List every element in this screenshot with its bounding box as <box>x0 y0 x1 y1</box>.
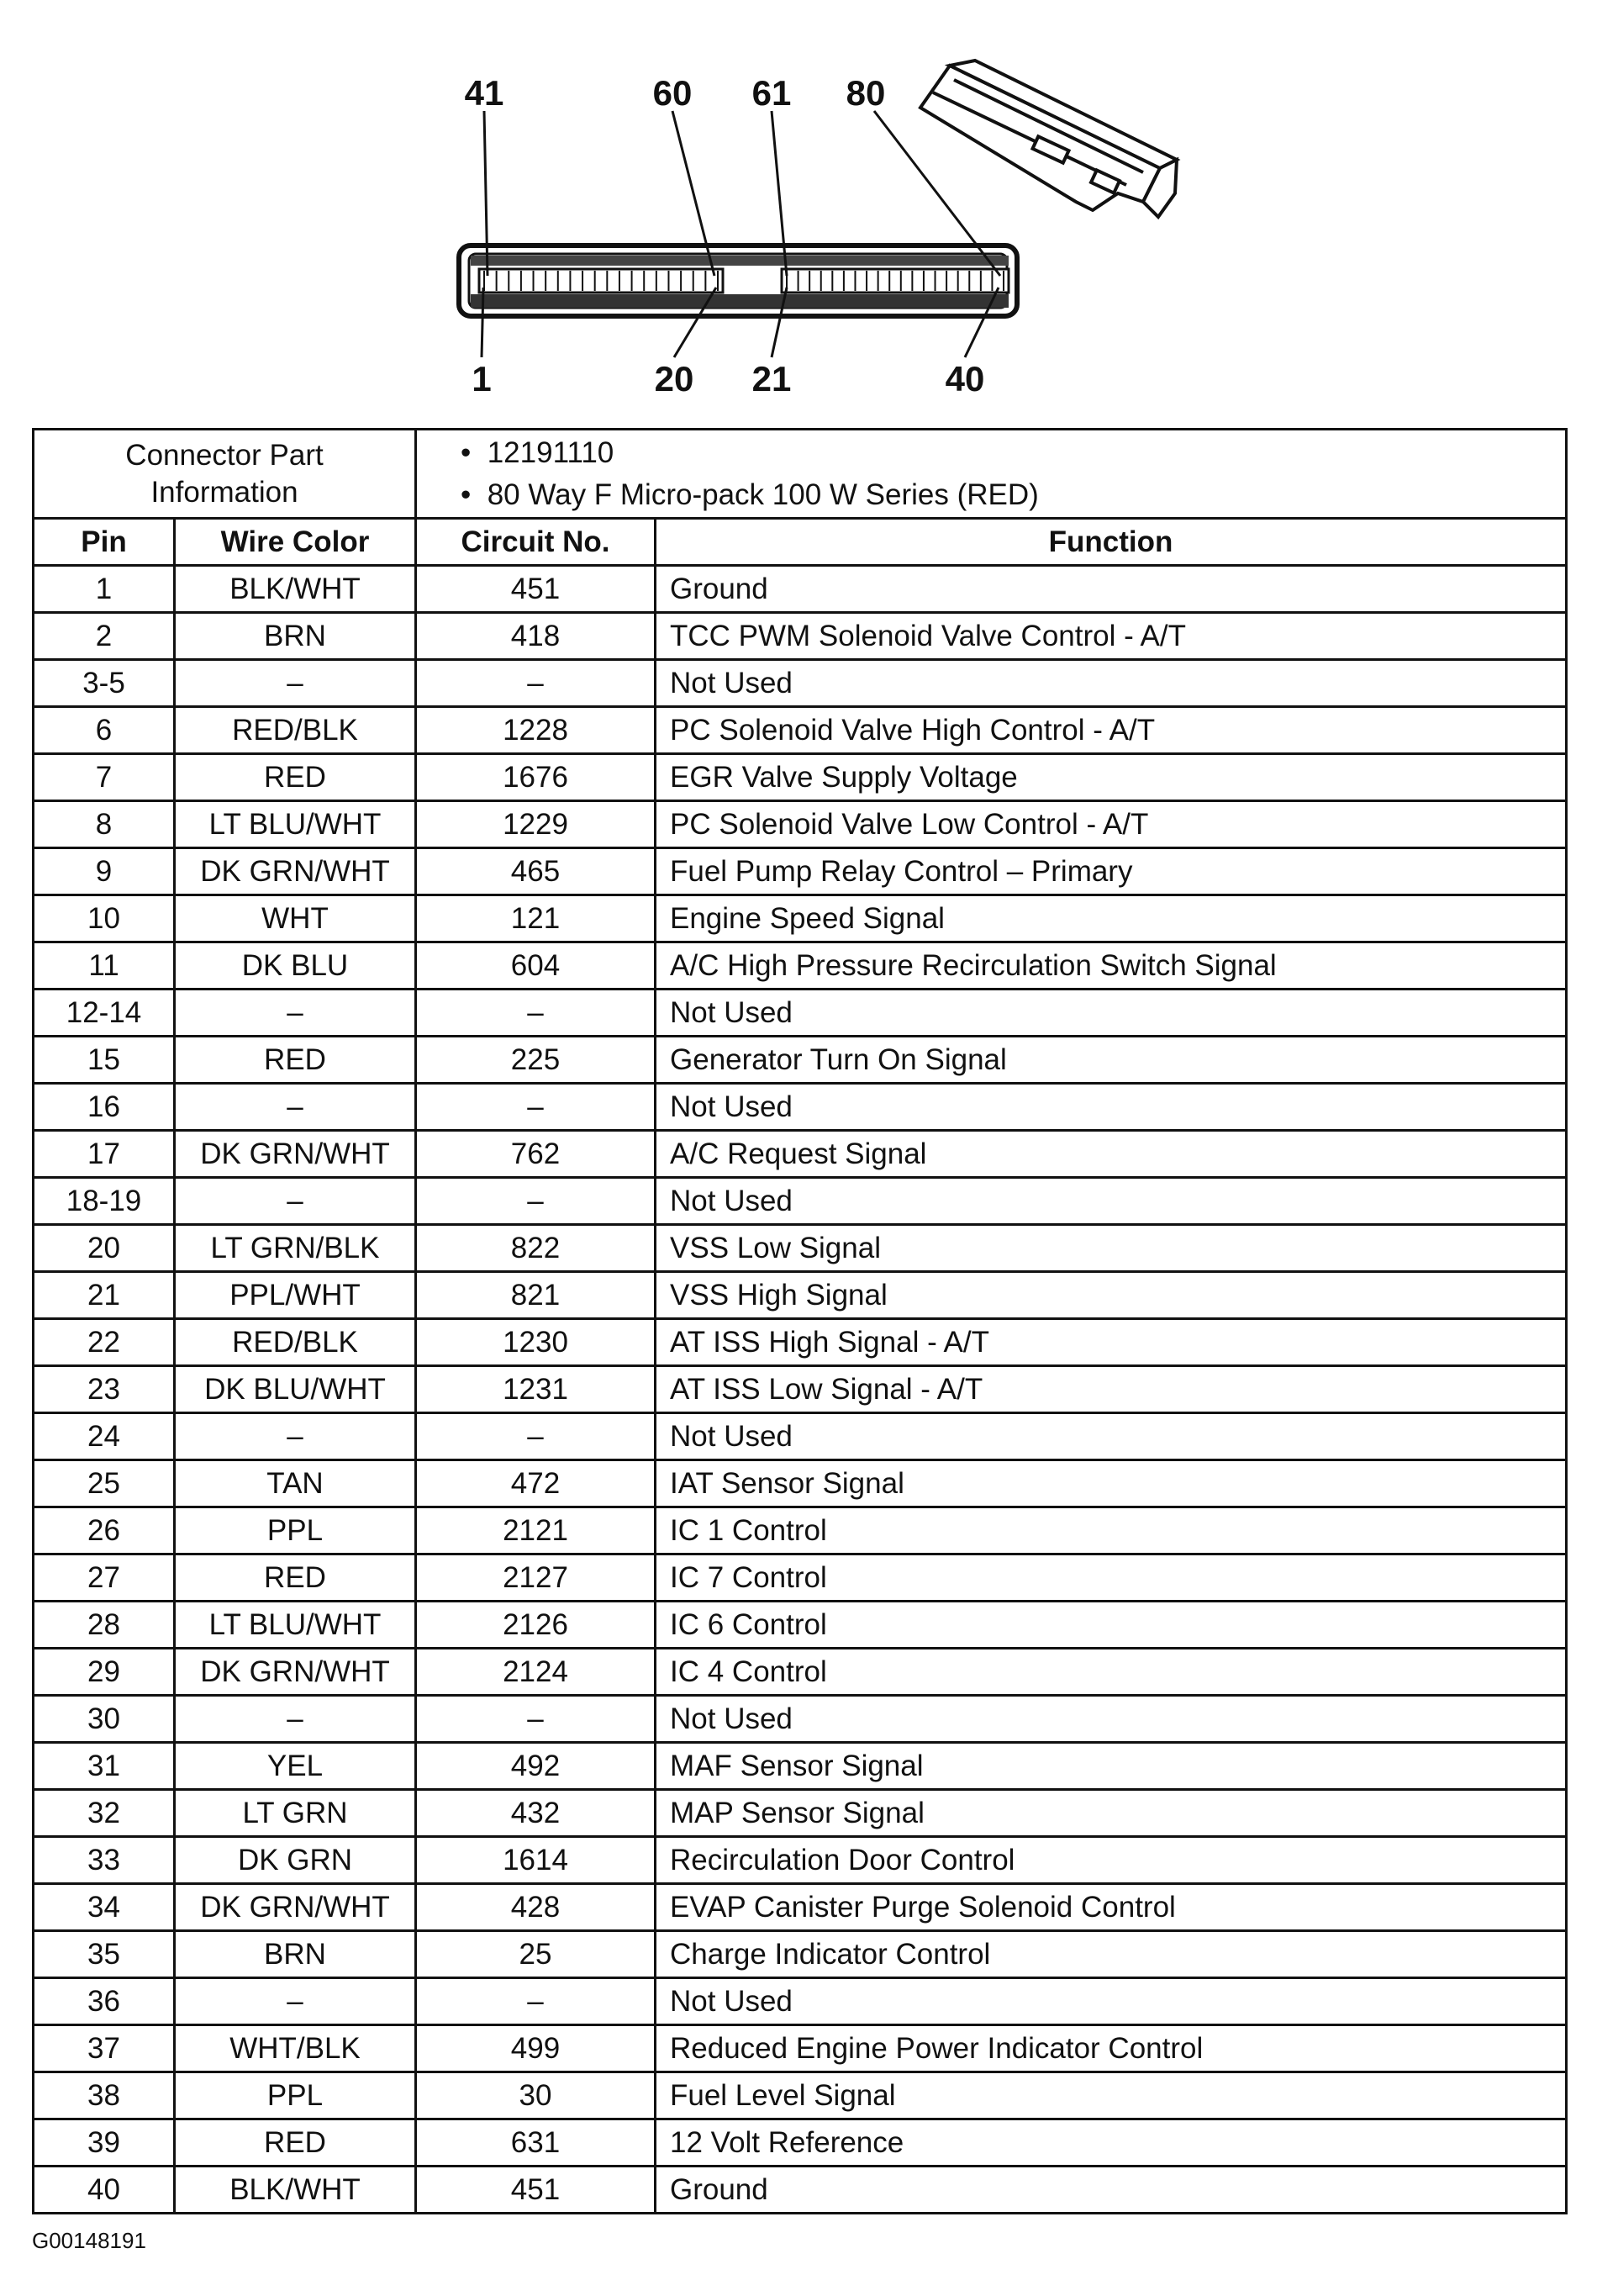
table-row <box>34 1366 1567 1413</box>
circuit-cell: 821 <box>416 1272 656 1319</box>
circuit-cell: 1230 <box>416 1319 656 1366</box>
wire-color-cell: RED <box>175 1554 416 1602</box>
table-row <box>34 1696 1567 1743</box>
pin-cell: 16 <box>34 1084 175 1131</box>
pin-cell: 25 <box>34 1460 175 1507</box>
pin-cell: 28 <box>34 1602 175 1649</box>
function-cell: MAP Sensor Signal <box>656 1790 1567 1837</box>
pin-label-1: 1 <box>472 359 492 399</box>
wire-color-cell: – <box>175 1178 416 1225</box>
table-row <box>34 660 1567 707</box>
pin-cell: 30 <box>34 1696 175 1743</box>
figure-id: G00148191 <box>32 2228 146 2253</box>
table-row <box>34 895 1567 942</box>
connector-info-label-line2: Information <box>150 475 298 509</box>
function-cell: Fuel Level Signal <box>656 2072 1567 2119</box>
wire-color-cell: DK GRN/WHT <box>175 1131 416 1178</box>
connector-info-values <box>416 430 1567 519</box>
pin-cell: 35 <box>34 1931 175 1978</box>
table-row <box>34 1178 1567 1225</box>
wire-color-cell: RED <box>175 1037 416 1084</box>
function-cell: AT ISS High Signal - A/T <box>656 1319 1567 1366</box>
function-cell: IC 4 Control <box>656 1649 1567 1696</box>
function-cell: Ground <box>656 2167 1567 2214</box>
function-cell: Not Used <box>656 660 1567 707</box>
wire-color-cell: LT BLU/WHT <box>175 1602 416 1649</box>
circuit-cell: 1676 <box>416 754 656 801</box>
pin-cell: 36 <box>34 1978 175 2025</box>
pin-cell: 12-14 <box>34 990 175 1037</box>
wire-color-cell: PPL/WHT <box>175 1272 416 1319</box>
function-cell: Ground <box>656 566 1567 613</box>
table-row <box>34 1084 1567 1131</box>
function-cell: A/C High Pressure Recirculation Switch Signal <box>656 942 1567 990</box>
circuit-cell: – <box>416 1178 656 1225</box>
circuit-cell: 432 <box>416 1790 656 1837</box>
circuit-cell: 418 <box>416 613 656 660</box>
wire-color-cell: WHT/BLK <box>175 2025 416 2072</box>
circuit-cell: 1231 <box>416 1366 656 1413</box>
circuit-cell: 1228 <box>416 707 656 754</box>
connector-3d-icon <box>920 61 1177 217</box>
pin-cell: 34 <box>34 1884 175 1931</box>
function-cell: VSS Low Signal <box>656 1225 1567 1272</box>
table-row <box>34 1131 1567 1178</box>
pin-cell: 27 <box>34 1554 175 1602</box>
circuit-cell: 631 <box>416 2119 656 2167</box>
table-row <box>34 1884 1567 1931</box>
function-cell: PC Solenoid Valve Low Control - A/T <box>656 801 1567 848</box>
function-cell: Not Used <box>656 1696 1567 1743</box>
wire-color-cell: RED/BLK <box>175 1319 416 1366</box>
pin-cell: 17 <box>34 1131 175 1178</box>
function-cell: IAT Sensor Signal <box>656 1460 1567 1507</box>
pin-cell: 22 <box>34 1319 175 1366</box>
table-row <box>34 1649 1567 1696</box>
circuit-cell: 499 <box>416 2025 656 2072</box>
pin-label-21: 21 <box>751 359 792 399</box>
pin-label-20: 20 <box>654 359 694 399</box>
table-row <box>34 566 1567 613</box>
wire-color-cell: RED <box>175 754 416 801</box>
wire-color-cell: – <box>175 1084 416 1131</box>
function-cell: Not Used <box>656 1178 1567 1225</box>
function-cell: IC 7 Control <box>656 1554 1567 1602</box>
pin-cell: 20 <box>34 1225 175 1272</box>
connector-info-label <box>34 430 416 519</box>
circuit-cell: 604 <box>416 942 656 990</box>
circuit-cell: 451 <box>416 2167 656 2214</box>
table-row <box>34 1837 1567 1884</box>
table-row <box>34 2025 1567 2072</box>
table-row <box>34 707 1567 754</box>
table-row <box>34 613 1567 660</box>
connector-info-row <box>34 430 1567 519</box>
function-cell: A/C Request Signal <box>656 1131 1567 1178</box>
pin-cell: 26 <box>34 1507 175 1554</box>
circuit-cell: – <box>416 1978 656 2025</box>
pin-label-40: 40 <box>945 359 985 399</box>
pin-cell: 21 <box>34 1272 175 1319</box>
circuit-cell: – <box>416 1413 656 1460</box>
connector-part-number <box>461 432 1565 474</box>
circuit-cell: – <box>416 1084 656 1131</box>
function-cell: Not Used <box>656 1084 1567 1131</box>
pin-cell: 23 <box>34 1366 175 1413</box>
wire-color-cell: DK GRN/WHT <box>175 1884 416 1931</box>
table-row <box>34 1931 1567 1978</box>
connector-info-label-line1: Connector Part <box>125 438 324 472</box>
circuit-cell: 465 <box>416 848 656 895</box>
pin-cell: 37 <box>34 2025 175 2072</box>
wire-color-cell: BLK/WHT <box>175 2167 416 2214</box>
table-header-row <box>34 519 1567 566</box>
circuit-cell: 2126 <box>416 1602 656 1649</box>
circuit-cell: 2121 <box>416 1507 656 1554</box>
wire-color-cell: TAN <box>175 1460 416 1507</box>
pin-label-61: 61 <box>751 73 792 113</box>
wire-color-cell: WHT <box>175 895 416 942</box>
wire-color-cell: DK GRN/WHT <box>175 848 416 895</box>
wire-color-cell: RED <box>175 2119 416 2167</box>
table-row <box>34 1272 1567 1319</box>
bullet-icon: • <box>461 478 472 511</box>
function-cell: Charge Indicator Control <box>656 1931 1567 1978</box>
pin-label-60: 60 <box>652 73 693 113</box>
pin-cell: 33 <box>34 1837 175 1884</box>
wire-color-cell: DK BLU <box>175 942 416 990</box>
pin-cell: 24 <box>34 1413 175 1460</box>
wire-color-cell: PPL <box>175 1507 416 1554</box>
wire-color-cell: – <box>175 1696 416 1743</box>
table-row <box>34 2167 1567 2214</box>
pin-cell: 29 <box>34 1649 175 1696</box>
header-wire-color: Wire Color <box>175 519 416 566</box>
description-text: 80 Way F Micro-pack 100 W Series (RED) <box>487 478 1039 511</box>
function-cell: Engine Speed Signal <box>656 895 1567 942</box>
pin-cell: 11 <box>34 942 175 990</box>
table-row <box>34 2072 1567 2119</box>
pin-cell: 32 <box>34 1790 175 1837</box>
function-cell: Fuel Pump Relay Control – Primary <box>656 848 1567 895</box>
table-row <box>34 848 1567 895</box>
wire-color-cell: – <box>175 990 416 1037</box>
pin-label-80: 80 <box>846 73 886 113</box>
wire-color-cell: – <box>175 1413 416 1460</box>
wire-color-cell: – <box>175 1978 416 2025</box>
circuit-cell: 2127 <box>416 1554 656 1602</box>
wire-color-cell: RED/BLK <box>175 707 416 754</box>
pin-cell: 3-5 <box>34 660 175 707</box>
function-cell: Not Used <box>656 990 1567 1037</box>
pin-cell: 40 <box>34 2167 175 2214</box>
table-row <box>34 1978 1567 2025</box>
circuit-cell: 225 <box>416 1037 656 1084</box>
header-circuit-no: Circuit No. <box>416 519 656 566</box>
connector-diagram <box>0 0 1597 420</box>
table-row <box>34 1602 1567 1649</box>
table-row <box>34 2119 1567 2167</box>
table-row <box>34 1225 1567 1272</box>
table-row <box>34 942 1567 990</box>
circuit-cell: 2124 <box>416 1649 656 1696</box>
wire-color-cell: LT BLU/WHT <box>175 801 416 848</box>
table-row <box>34 801 1567 848</box>
circuit-cell: 428 <box>416 1884 656 1931</box>
pin-cell: 6 <box>34 707 175 754</box>
circuit-cell: – <box>416 990 656 1037</box>
leader-lines <box>482 111 1000 357</box>
wire-color-cell: LT GRN/BLK <box>175 1225 416 1272</box>
part-number-text: 12191110 <box>487 435 614 469</box>
header-function: Function <box>656 519 1567 566</box>
header-pin: Pin <box>34 519 175 566</box>
table-row <box>34 1319 1567 1366</box>
circuit-cell: – <box>416 1696 656 1743</box>
pin-label-41: 41 <box>464 73 504 113</box>
function-cell: TCC PWM Solenoid Valve Control - A/T <box>656 613 1567 660</box>
table-row <box>34 1743 1567 1790</box>
table-row <box>34 1460 1567 1507</box>
wire-color-cell: – <box>175 660 416 707</box>
wire-color-cell: DK GRN <box>175 1837 416 1884</box>
circuit-cell: 25 <box>416 1931 656 1978</box>
function-cell: Reduced Engine Power Indicator Control <box>656 2025 1567 2072</box>
circuit-cell: 762 <box>416 1131 656 1178</box>
table-row <box>34 1790 1567 1837</box>
pin-cell: 39 <box>34 2119 175 2167</box>
table-row <box>34 1507 1567 1554</box>
table-row <box>34 754 1567 801</box>
circuit-cell: 1229 <box>416 801 656 848</box>
circuit-cell: 1614 <box>416 1837 656 1884</box>
wire-color-cell: BLK/WHT <box>175 566 416 613</box>
connector-description <box>461 474 1565 516</box>
pin-cell: 7 <box>34 754 175 801</box>
circuit-cell: 492 <box>416 1743 656 1790</box>
function-cell: VSS High Signal <box>656 1272 1567 1319</box>
pin-cell: 1 <box>34 566 175 613</box>
table-row <box>34 1413 1567 1460</box>
wire-color-cell: DK GRN/WHT <box>175 1649 416 1696</box>
function-cell: Not Used <box>656 1413 1567 1460</box>
circuit-cell: 121 <box>416 895 656 942</box>
pin-cell: 31 <box>34 1743 175 1790</box>
function-cell: Generator Turn On Signal <box>656 1037 1567 1084</box>
function-cell: Recirculation Door Control <box>656 1837 1567 1884</box>
pin-cell: 18-19 <box>34 1178 175 1225</box>
function-cell: 12 Volt Reference <box>656 2119 1567 2167</box>
circuit-cell: 822 <box>416 1225 656 1272</box>
function-cell: MAF Sensor Signal <box>656 1743 1567 1790</box>
wire-color-cell: YEL <box>175 1743 416 1790</box>
pin-cell: 8 <box>34 801 175 848</box>
wire-color-cell: LT GRN <box>175 1790 416 1837</box>
wire-color-cell: PPL <box>175 2072 416 2119</box>
circuit-cell: 30 <box>416 2072 656 2119</box>
function-cell: EGR Valve Supply Voltage <box>656 754 1567 801</box>
function-cell: Not Used <box>656 1978 1567 2025</box>
function-cell: EVAP Canister Purge Solenoid Control <box>656 1884 1567 1931</box>
table-row <box>34 1037 1567 1084</box>
wire-color-cell: BRN <box>175 613 416 660</box>
pin-cell: 38 <box>34 2072 175 2119</box>
circuit-cell: 451 <box>416 566 656 613</box>
pin-cell: 9 <box>34 848 175 895</box>
wire-color-cell: BRN <box>175 1931 416 1978</box>
pinout-table <box>32 428 1568 2214</box>
table-row <box>34 1554 1567 1602</box>
function-cell: AT ISS Low Signal - A/T <box>656 1366 1567 1413</box>
connector-face <box>459 245 1017 316</box>
table-row <box>34 990 1567 1037</box>
function-cell: IC 6 Control <box>656 1602 1567 1649</box>
circuit-cell: 472 <box>416 1460 656 1507</box>
pin-cell: 2 <box>34 613 175 660</box>
function-cell: PC Solenoid Valve High Control - A/T <box>656 707 1567 754</box>
bullet-icon: • <box>461 435 472 469</box>
wire-color-cell: DK BLU/WHT <box>175 1366 416 1413</box>
pin-cell: 15 <box>34 1037 175 1084</box>
pin-cell: 10 <box>34 895 175 942</box>
circuit-cell: – <box>416 660 656 707</box>
function-cell: IC 1 Control <box>656 1507 1567 1554</box>
